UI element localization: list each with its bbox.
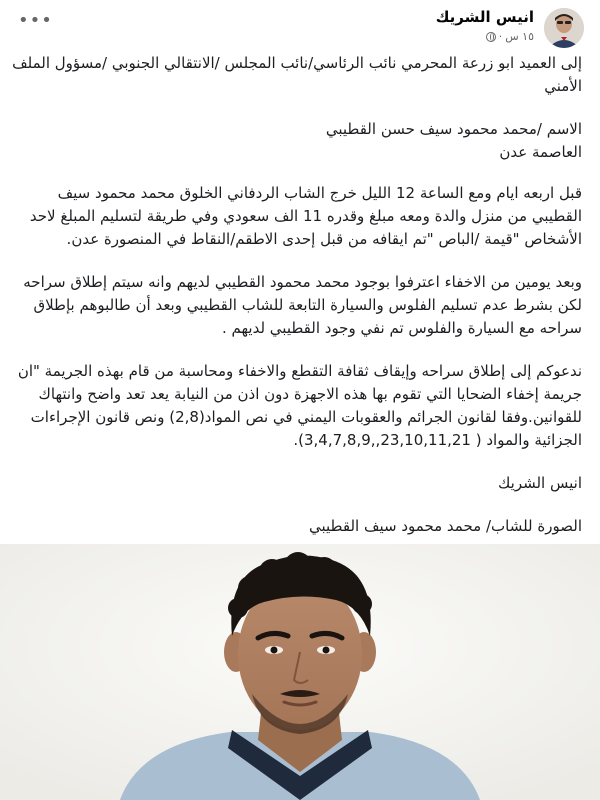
globe-icon (486, 32, 496, 42)
post-time[interactable]: ١٥ س (505, 30, 534, 43)
post-paragraph-appeal: ندعوكم إلى إطلاق سراحه وإيقاف ثقافة التقطع والاخفاء ومحاسبة من قام بهذه الجريمة "ان جريمة إخفاء الضحايا التي تقوم بها هذه الاجهزة دون اذن من النيابة يعد تعد واضح وانتهاك للقوانين.وفقا لقانون الجرائم والعقوبات اليمني في نص المواد(2,8) ونص قانون الإجراءات الجزائية والمواد ( 23,10,11,21,,3,4,7,8,9). (17, 362, 582, 449)
more-options-icon[interactable]: ••• (18, 10, 53, 31)
post-header (0, 0, 600, 50)
missing-person-name: الاسم /محمد محمود سيف حسن القطيبي (325, 120, 582, 138)
post-paragraph-photo-caption: الصورة للشاب/ محمد محمود سيف القطيبي (309, 517, 582, 535)
post-paragraph-followup: وبعد يومين من الاخفاء اعترفوا بوجود محمد محمود القطيبي لديهم وانه سيتم إطلاق سراحه لكن بشرط عدم تسليم الفلوس والسيارة التابعة للشاب القطيبي وبعد أن طالبوهم بإطلاق سراحه مع السيارة والفلوس تم نفي وجود القطيبي لديهم . (23, 273, 582, 337)
meta-separator: · (498, 30, 503, 43)
post-paragraph-recipient: إلى العميد ابو زرعة المحرمي نائب الرئاسي/نائب المجلس /الانتقالي الجنوبي /مسؤول الملف الأمني (12, 54, 582, 95)
post-paragraph-signature: انيس الشريك (498, 474, 582, 492)
post-photo[interactable] (0, 544, 600, 800)
avatar-image (544, 8, 584, 48)
post-meta (486, 30, 534, 43)
post-text (12, 52, 582, 558)
post-paragraph-name (12, 118, 582, 164)
author-avatar[interactable] (544, 8, 584, 48)
author-name[interactable]: انيس الشريك (435, 8, 534, 26)
post-paragraph-incident: قبل اربعه ايام ومع الساعة 12 الليل خرج الشاب الردفاني الخلوق محمد محمود سيف القطيبي من منزل والدة ومعه مبلغ وقدره 11 الف سعودي وفي طريقة لتسليم المبلغ لاحد الأشخاص "قيمة /الباص "تم ايقافه من قبل إحدى الاطقم/النقاط في المنصورة عدن. (29, 184, 582, 248)
portrait-image (0, 544, 600, 800)
city-name: العاصمة عدن (499, 143, 582, 161)
